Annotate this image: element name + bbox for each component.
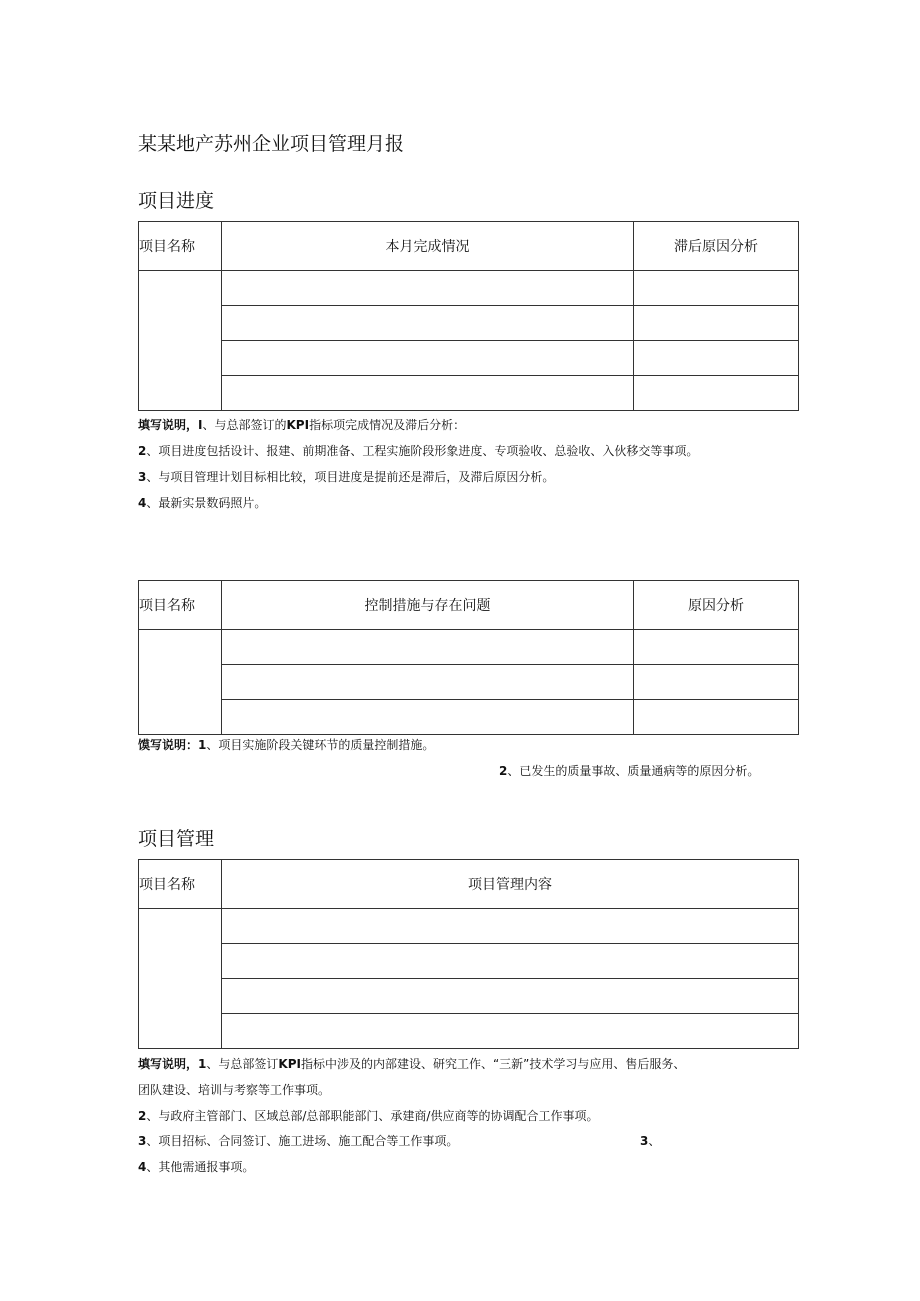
quality-instruction-line-2: 2、已发生的质量事故、质量通病等的原因分析。 xyxy=(499,764,760,778)
management-instruction-line-1-continued: 团队建设、培训与考察等工作事项。 xyxy=(138,1083,331,1097)
management-instruction-line-1: 填写说明，1、与总部签订KPI指标中涉及的内部建设、研究工作、“三新”技术学习与应用、售后服务、 xyxy=(138,1057,686,1071)
management-table xyxy=(138,859,799,1049)
column-header-project-name: 项目名称 xyxy=(139,860,222,909)
management-instruction-line-3: 3、项目招标、合同签订、施工进场、施工配合等工作事项。 xyxy=(138,1134,459,1148)
table-cell[interactable] xyxy=(222,944,799,979)
column-header-project-name: 项目名称 xyxy=(139,581,222,630)
report-title: 某某地产苏州企业项目管理月报 xyxy=(138,133,405,155)
instruction-line-4: 4、最新实景数码照片。 xyxy=(138,496,267,510)
table-cell[interactable] xyxy=(634,376,799,411)
table-cell[interactable] xyxy=(634,665,799,700)
table-cell[interactable] xyxy=(634,700,799,735)
table-cell[interactable] xyxy=(222,909,799,944)
quality-table xyxy=(138,580,799,735)
column-header-management-content: 项目管理内容 xyxy=(222,860,799,909)
table-cell[interactable] xyxy=(634,306,799,341)
quality-instruction-line-1: 馍写说明：1、项目实施阶段关键环节的质量控制措施。 xyxy=(138,738,435,752)
management-instruction-line-3b: 3、 xyxy=(640,1134,661,1148)
instruction-line-3: 3、与项目管理计划目标相比较，项目进度是提前还是滞后，及滞后原因分析。 xyxy=(138,470,555,484)
column-header-monthly-completion: 本月完成情况 xyxy=(222,222,634,271)
project-name-cell[interactable] xyxy=(139,630,222,735)
management-instruction-line-4: 4、其他需通报事项。 xyxy=(138,1160,255,1174)
project-name-cell[interactable] xyxy=(139,271,222,411)
progress-table xyxy=(138,221,799,411)
instruction-line-2: 2、项目进度包括设计、报建、前期准备、工程实施阶段形象进度、专项验收、总验收、入伙移交等事项。 xyxy=(138,444,699,458)
instruction-line-1: 填写说明，I、与总部签订的KPI指标项完成情况及滞后分析： xyxy=(138,418,466,432)
table-cell[interactable] xyxy=(634,630,799,665)
table-cell[interactable] xyxy=(634,271,799,306)
column-header-cause-analysis: 原因分析 xyxy=(634,581,799,630)
table-cell[interactable] xyxy=(222,376,634,411)
column-header-delay-analysis: 滞后原因分析 xyxy=(634,222,799,271)
column-header-project-name: 项目名称 xyxy=(139,222,222,271)
management-instruction-line-2: 2、与政府主管部门、区域总部/总部职能部门、承建商/供应商等的协调配合工作事项。 xyxy=(138,1109,599,1123)
table-cell[interactable] xyxy=(222,341,634,376)
project-name-cell[interactable] xyxy=(139,909,222,1049)
table-cell[interactable] xyxy=(222,1014,799,1049)
table-cell[interactable] xyxy=(634,341,799,376)
table-cell[interactable] xyxy=(222,700,634,735)
section-heading-progress: 项目进度 xyxy=(138,190,215,212)
column-header-control-measures: 控制措施与存在问题 xyxy=(222,581,634,630)
table-cell[interactable] xyxy=(222,979,799,1014)
table-cell[interactable] xyxy=(222,630,634,665)
table-cell[interactable] xyxy=(222,665,634,700)
section-heading-management: 项目管理 xyxy=(138,828,215,850)
table-cell[interactable] xyxy=(222,306,634,341)
table-cell[interactable] xyxy=(222,271,634,306)
